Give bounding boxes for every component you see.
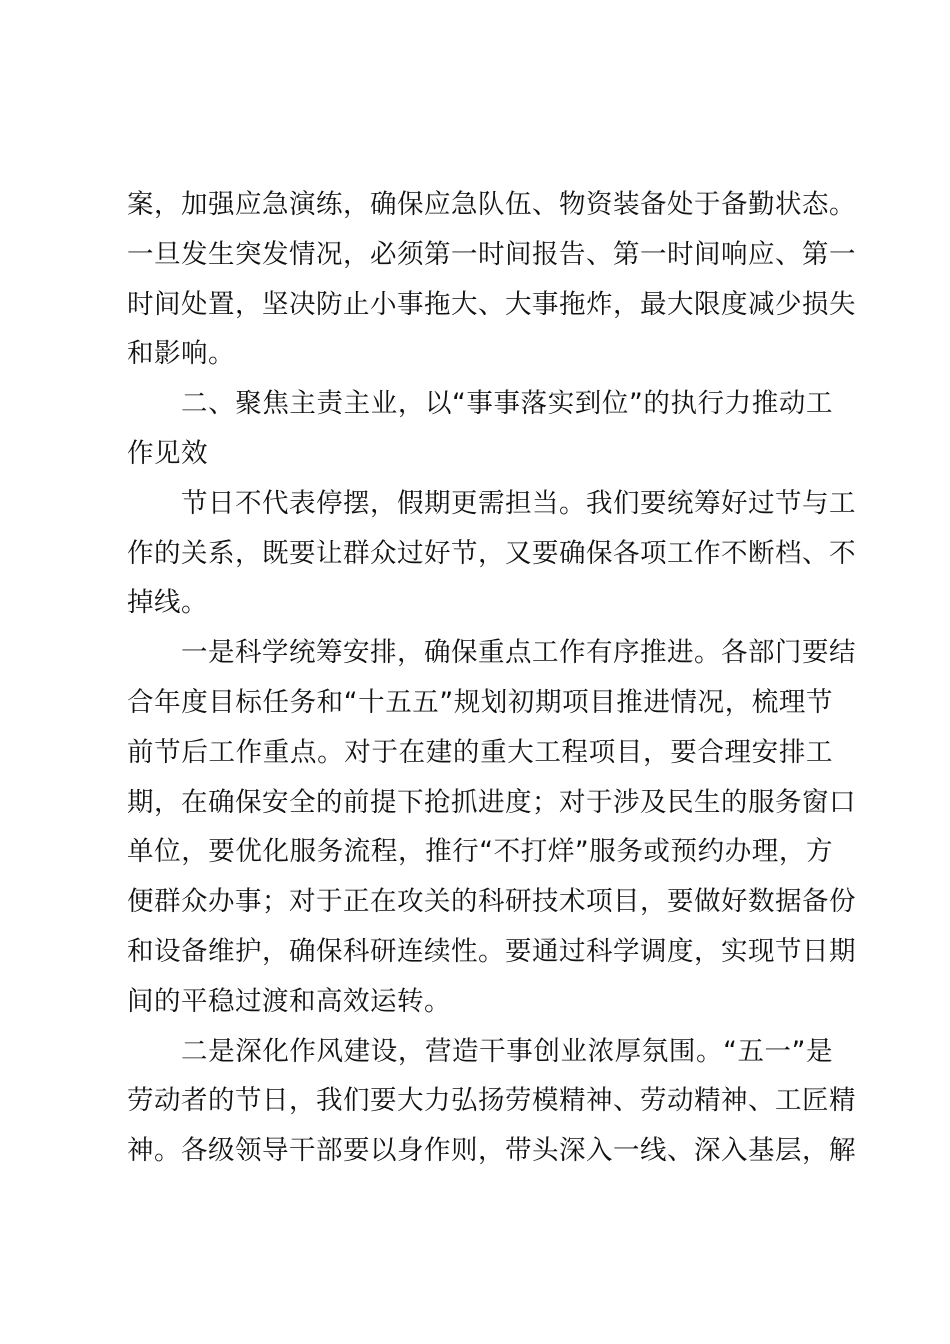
text-line: 一是科学统筹安排，确保重点工作有序推进。各部门要结 xyxy=(181,637,856,669)
document-page xyxy=(127,180,856,1176)
text-line: 一旦发生突发情况，必须第一时间报告、第一时间响应、第一 xyxy=(127,238,856,270)
text-line: 间的平稳过渡和高效运转。 xyxy=(127,985,451,1017)
text-line: 劳动者的节日，我们要大力弘扬劳模精神、劳动精神、工匠精 xyxy=(127,1085,856,1117)
text-line: 案，加强应急演练，确保应急队伍、物资装备处于备勤状态。 xyxy=(127,189,856,220)
section-heading-2 xyxy=(127,379,833,479)
text-line: 和影响。 xyxy=(127,338,235,370)
text-line: 神。各级领导干部要以身作则，带头深入一线、深入基层，解 xyxy=(127,1135,856,1167)
paragraph-holiday-responsibility xyxy=(127,479,856,628)
text-line: 单位，要优化服务流程，推行“不打烊”服务或预约办理，方 xyxy=(127,836,833,868)
text-line: 作的关系，既要让群众过好节，又要确保各项工作不断档、不 xyxy=(127,537,856,569)
heading-line: 作见效 xyxy=(127,437,208,469)
text-line: 合年度目标任务和“十五五”规划初期项目推进情况，梳理节 xyxy=(127,686,833,718)
paragraph-point-1-planning xyxy=(127,628,856,1026)
text-line: 期，在确保安全的前提下抢抓进度；对于涉及民生的服务窗口 xyxy=(127,786,856,818)
text-line: 节日不代表停摆，假期更需担当。我们要统筹好过节与工 xyxy=(181,487,856,519)
text-line: 便群众办事；对于正在攻关的科研技术项目，要做好数据备份 xyxy=(127,886,856,918)
paragraph-point-2-work-style xyxy=(127,1027,856,1176)
paragraph-emergency-continuation xyxy=(127,180,856,379)
text-line: 时间处置，坚决防止小事拖大、大事拖炸，最大限度减少损失 xyxy=(127,288,856,320)
text-line: 前节后工作重点。对于在建的重大工程项目，要合理安排工 xyxy=(127,736,833,768)
heading-line: 二、聚焦主责主业，以“事事落实到位”的执行力推动工 xyxy=(181,388,833,420)
text-line: 掉线。 xyxy=(127,587,208,619)
text-line: 二是深化作风建设，营造干事创业浓厚氛围。“五一”是 xyxy=(181,1035,833,1067)
text-line: 和设备维护，确保科研连续性。要通过科学调度，实现节日期 xyxy=(127,935,856,967)
